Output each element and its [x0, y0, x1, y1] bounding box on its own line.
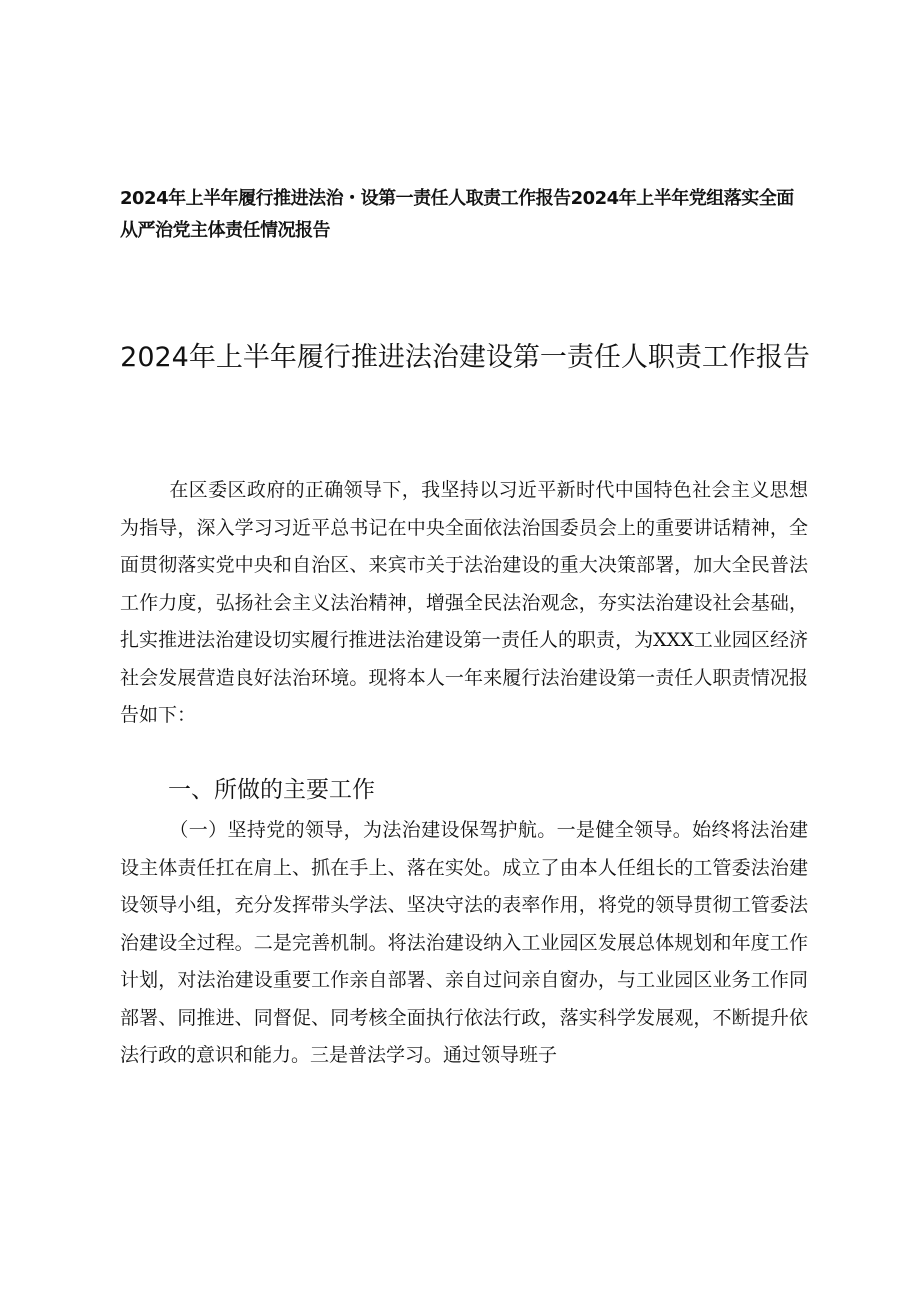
- document-title: 2024年上半年履行推进法治建设第一责任人职责工作报告: [120, 342, 810, 373]
- intro-paragraph: 在区委区政府的正确领导下，我坚持以习近平新时代中国特色社会主义思想为指导，深入学习习近平总书记在中央全面依法治国委员会上的重要讲话精神，全面贯彻落实党中央和自治区、来宾市关于法治建设的重大决策部署，加大全民普法工作力度，弘扬社会主义法治精神，增强全民法治观念，夯实法治建设社会基础，扎实推进法治建设切实履行推进法治建设第一责任人的职责，为XXX工业园区经济社会发展营造良好法治环境。现将本人一年来履行法治建设第一责任人职责情况报告如下：: [120, 479, 808, 726]
- document-header: 2024年上半年履行推进法治・设第一责任人取责工作报告2024年上半年党组落实全面从严治党主体责任情况报告: [120, 188, 794, 241]
- section-paragraph: （一）坚持党的领导，为法治建设保驾护航。一是健全领导。始终将法治建设主体责任扛在肩上、抓在手上、落在实处。成立了由本人任组长的工管委法治建设领导小组，充分发挥带头学法、坚决守法的表率作用，将党的领导贯彻工管委法治建设全过程。二是完善机制。将法治建设纳入工业园区发展总体规划和年度工作计划，对法治建设重要工作亲自部署、亲自过问亲自窗办，与工业园区业务工作同部署、同推进、同督促、同考核全面执行依法行政，落实科学发展观，不断提升依法行政的意识和能力。三是普法学习。通过领导班子: [120, 819, 808, 1066]
- section-heading: 一、所做的主要工作: [168, 777, 375, 803]
